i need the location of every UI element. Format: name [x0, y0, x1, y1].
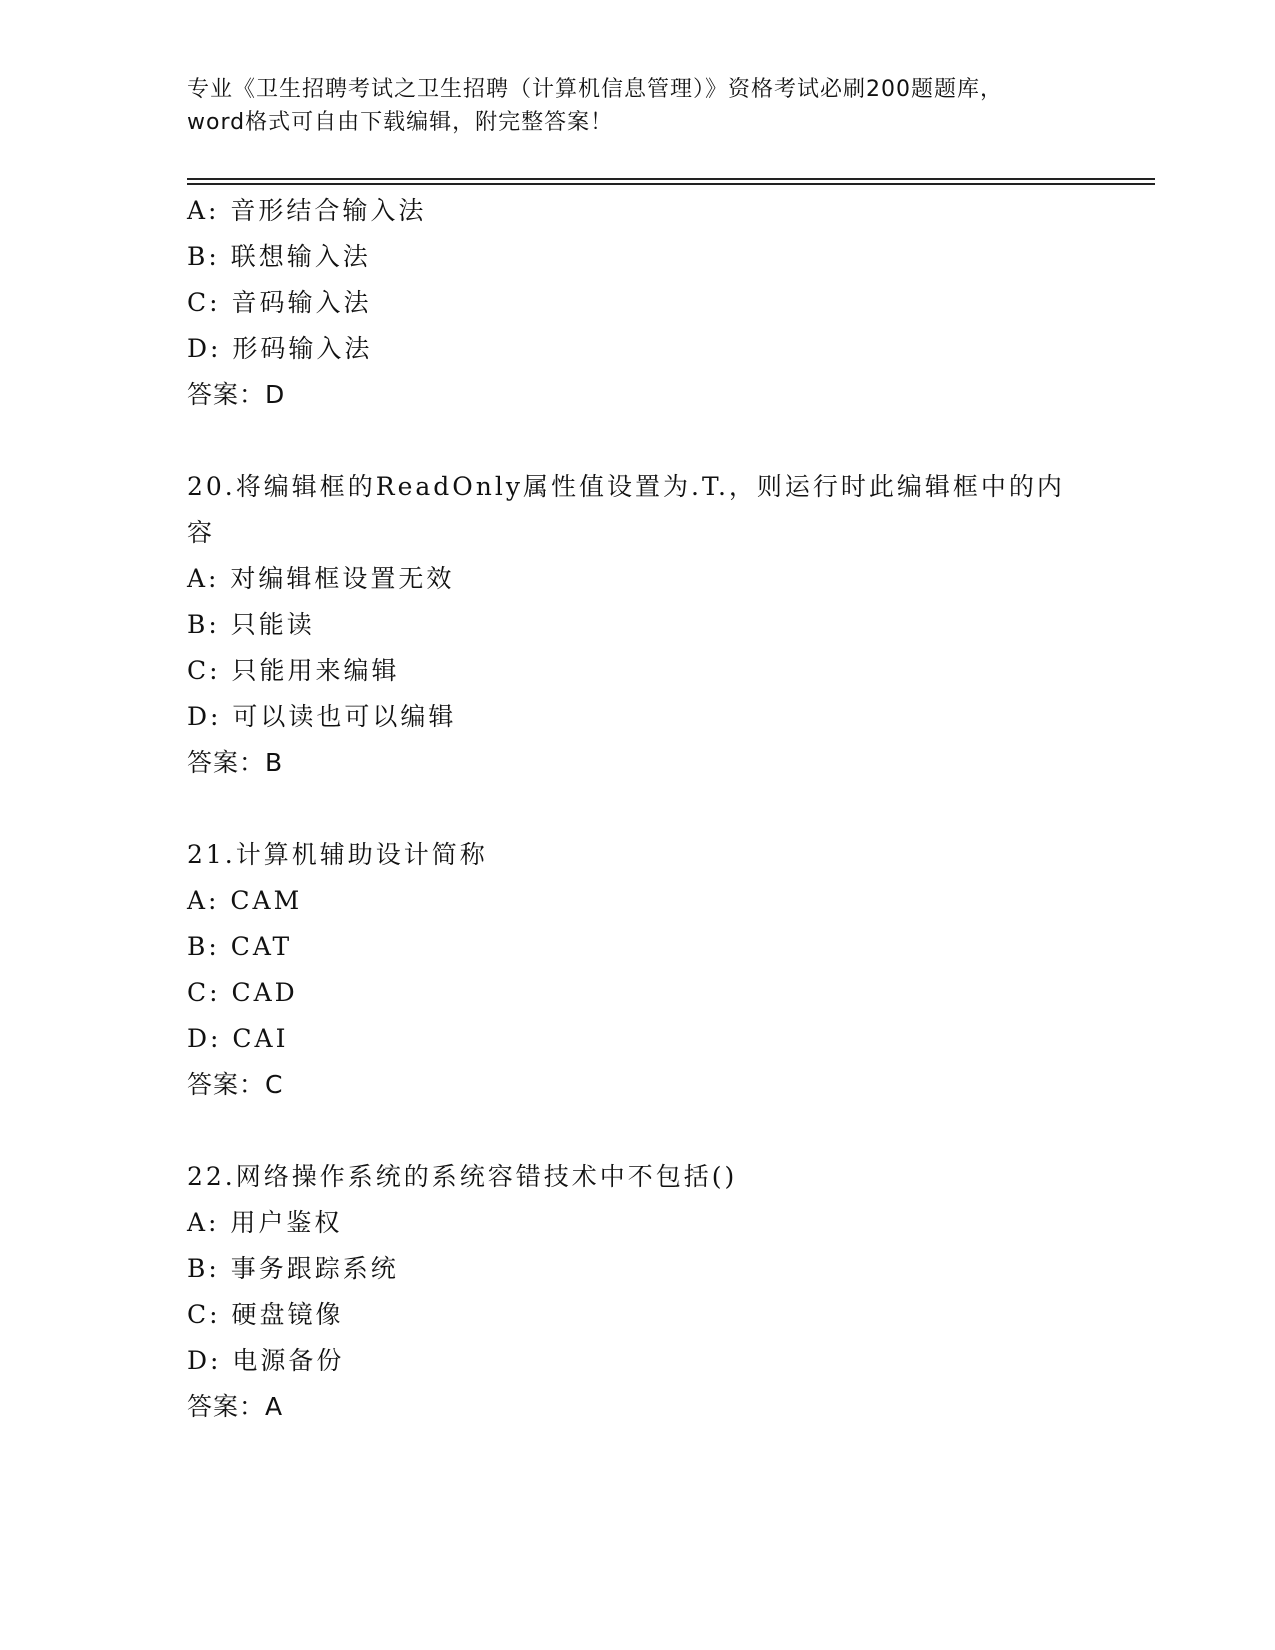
- question-text: 22.网络操作系统的系统容错技术中不包括(): [187, 1162, 738, 1191]
- option-d: D: 电源备份: [187, 1346, 345, 1375]
- question-block-21: [187, 832, 1147, 1108]
- option-d: D: 可以读也可以编辑: [187, 702, 457, 731]
- header-title-line-1: 专业《卫生招聘考试之卫生招聘（计算机信息管理）》资格考试必刷200题题库，: [187, 77, 1003, 102]
- header-divider-bottom: [187, 183, 1155, 185]
- option-b: B: 联想输入法: [187, 242, 371, 271]
- option-a: A: CAM: [187, 886, 303, 915]
- question-block-19: [187, 188, 1147, 418]
- option-b: B: 只能读: [187, 610, 315, 639]
- option-b: B: 事务跟踪系统: [187, 1254, 399, 1283]
- document-header: [187, 73, 1087, 139]
- option-c: C: 只能用来编辑: [187, 656, 400, 685]
- question-text: 21.计算机辅助设计简称: [187, 840, 488, 869]
- question-text: 20.将编辑框的ReadOnly属性值设置为.T.，则运行时此编辑框中的内: [187, 472, 1065, 501]
- option-d: D: CAI: [187, 1024, 289, 1053]
- option-d: D: 形码输入法: [187, 334, 373, 363]
- question-block-22: [187, 1154, 1147, 1430]
- option-b: B: CAT: [187, 932, 293, 961]
- answer-text: 答案：B: [187, 748, 284, 777]
- spacer: [187, 786, 1147, 832]
- question-list: [187, 188, 1147, 1430]
- spacer: [187, 1108, 1147, 1154]
- spacer: [187, 418, 1147, 464]
- option-a: A: 音形结合输入法: [187, 196, 427, 225]
- option-a: A: 对编辑框设置无效: [187, 564, 455, 593]
- header-title-line-2: word格式可自由下载编辑，附完整答案！: [187, 110, 614, 135]
- answer-text: 答案：C: [187, 1070, 284, 1099]
- answer-text: 答案：D: [187, 380, 286, 409]
- option-c: C: 硬盘镜像: [187, 1300, 344, 1329]
- header-divider-top: [187, 178, 1155, 180]
- question-text-continued: 容: [187, 518, 216, 547]
- answer-text: 答案：A: [187, 1392, 284, 1421]
- option-c: C: 音码输入法: [187, 288, 372, 317]
- option-a: A: 用户鉴权: [187, 1208, 343, 1237]
- question-block-20: [187, 464, 1147, 786]
- option-c: C: CAD: [187, 978, 298, 1007]
